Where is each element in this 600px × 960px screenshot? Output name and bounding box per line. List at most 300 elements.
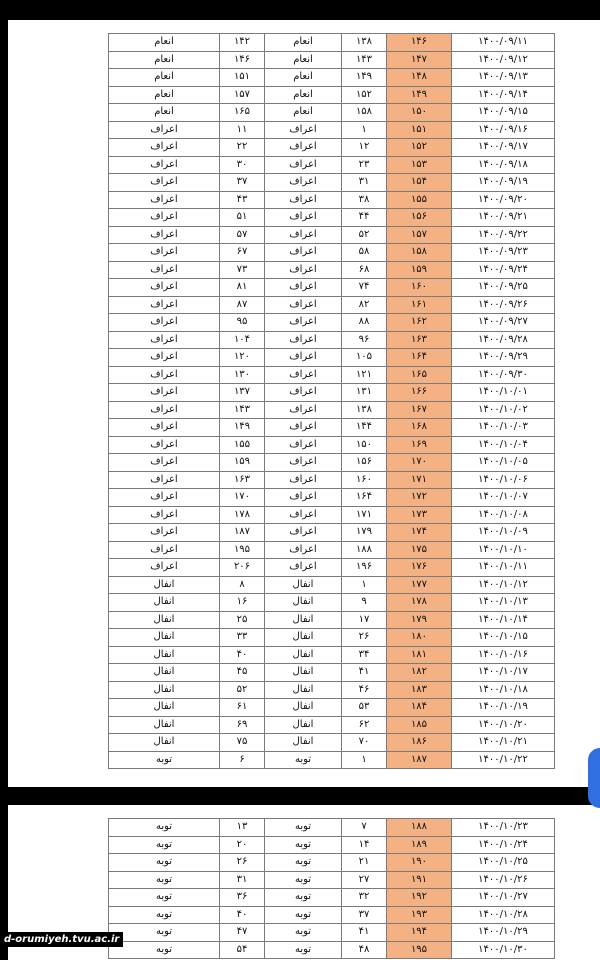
table-row [109,296,555,314]
page-cell: ۱۹۰ [387,854,452,872]
table-row [109,646,555,664]
ayah-start-cell: ۷۰ [342,734,387,752]
sura-start-cell: انفال [265,594,342,612]
date-cell: ۱۴۰۰/۰۹/۲۱ [452,209,555,227]
sura-end-cell: توبه [109,889,220,907]
page-cell: ۱۷۹ [387,611,452,629]
sura-start-cell: اعراف [265,244,342,262]
table-row [109,104,555,122]
sura-end-cell: انفال [109,734,220,752]
sura-start-cell: توبه [265,889,342,907]
sura-end-cell: اعراف [109,209,220,227]
ayah-end-cell: ۱۳ [220,819,265,837]
sura-end-cell: اعراف [109,541,220,559]
sura-end-cell: انعام [109,104,220,122]
page-cell: ۱۵۳ [387,156,452,174]
table-row [109,576,555,594]
date-cell: ۱۴۰۰/۱۰/۲۱ [452,734,555,752]
ayah-end-cell: ۱۶۵ [220,104,265,122]
ayah-start-cell: ۱۳۸ [342,401,387,419]
page-cell: ۱۶۲ [387,314,452,332]
table-row [109,489,555,507]
page-cell: ۱۶۰ [387,279,452,297]
table-row [109,331,555,349]
table-row [109,734,555,752]
date-cell: ۱۴۰۰/۰۹/۲۷ [452,314,555,332]
ayah-end-cell: ۶ [220,751,265,769]
ayah-start-cell: ۵۳ [342,699,387,717]
table-row [109,191,555,209]
sura-end-cell: انعام [109,51,220,69]
table-row [109,226,555,244]
sura-end-cell: اعراف [109,419,220,437]
ayah-start-cell: ۸۸ [342,314,387,332]
page-cell: ۱۷۶ [387,559,452,577]
ayah-end-cell: ۱۳۷ [220,384,265,402]
page-cell: ۱۷۸ [387,594,452,612]
sura-end-cell: اعراف [109,454,220,472]
ayah-end-cell: ۱۴۹ [220,419,265,437]
page-cell: ۱۵۸ [387,244,452,262]
table-row [109,349,555,367]
table-row [109,854,555,872]
table-row [109,559,555,577]
sura-end-cell: اعراف [109,296,220,314]
date-cell: ۱۴۰۰/۰۹/۱۵ [452,104,555,122]
ayah-end-cell: ۱۵۵ [220,436,265,454]
date-cell: ۱۴۰۰/۰۹/۲۳ [452,244,555,262]
ayah-start-cell: ۹ [342,594,387,612]
ayah-start-cell: ۷ [342,819,387,837]
ayah-start-cell: ۴۱ [342,924,387,942]
table-row [109,664,555,682]
sura-start-cell: انفال [265,734,342,752]
ayah-start-cell: ۱۷۹ [342,524,387,542]
sura-start-cell: انعام [265,34,342,52]
ayah-start-cell: ۴۴ [342,209,387,227]
date-cell: ۱۴۰۰/۱۰/۰۹ [452,524,555,542]
page-cell: ۱۶۶ [387,384,452,402]
table-row [109,209,555,227]
date-cell: ۱۴۰۰/۰۹/۲۹ [452,349,555,367]
sura-start-cell: اعراف [265,296,342,314]
sura-start-cell: توبه [265,906,342,924]
table-row [109,506,555,524]
ayah-start-cell: ۱۴۹ [342,69,387,87]
sura-end-cell: توبه [109,751,220,769]
date-cell: ۱۴۰۰/۱۰/۲۷ [452,889,555,907]
table-row [109,419,555,437]
ayah-end-cell: ۱۶ [220,594,265,612]
table-row [109,629,555,647]
ayah-end-cell: ۴۵ [220,664,265,682]
ayah-end-cell: ۱۵۱ [220,69,265,87]
ayah-end-cell: ۵۷ [220,226,265,244]
table-row [109,906,555,924]
date-cell: ۱۴۰۰/۰۹/۳۰ [452,366,555,384]
ayah-start-cell: ۴۸ [342,941,387,959]
sura-start-cell: اعراف [265,226,342,244]
page-cell: ۱۸۴ [387,699,452,717]
sura-start-cell: اعراف [265,366,342,384]
sura-end-cell: اعراف [109,489,220,507]
date-cell: ۱۴۰۰/۰۹/۱۲ [452,51,555,69]
ayah-start-cell: ۱ [342,121,387,139]
table-row [109,314,555,332]
ayah-end-cell: ۳۱ [220,871,265,889]
page-cell: ۱۴۹ [387,86,452,104]
table-row [109,611,555,629]
table-row [109,139,555,157]
sura-start-cell: انفال [265,681,342,699]
sura-start-cell: اعراف [265,506,342,524]
sura-start-cell: اعراف [265,541,342,559]
sura-end-cell: اعراف [109,156,220,174]
ayah-end-cell: ۳۶ [220,889,265,907]
ayah-end-cell: ۱۰۴ [220,331,265,349]
ayah-start-cell: ۳۴ [342,646,387,664]
page-cell: ۱۸۹ [387,836,452,854]
scroll-handle[interactable] [588,748,600,808]
ayah-start-cell: ۹۶ [342,331,387,349]
sura-end-cell: اعراف [109,226,220,244]
left-black-edge [0,20,8,960]
date-cell: ۱۴۰۰/۱۰/۰۵ [452,454,555,472]
date-cell: ۱۴۰۰/۱۰/۱۶ [452,646,555,664]
sura-end-cell: اعراف [109,244,220,262]
table-row [109,541,555,559]
sura-end-cell: توبه [109,854,220,872]
date-cell: ۱۴۰۰/۱۰/۱۲ [452,576,555,594]
page-cell: ۱۶۴ [387,349,452,367]
sura-end-cell: توبه [109,924,220,942]
ayah-start-cell: ۲۷ [342,871,387,889]
ayah-end-cell: ۱۷۰ [220,489,265,507]
table-row [109,819,555,837]
page-cell: ۱۷۴ [387,524,452,542]
page-cell: ۱۶۷ [387,401,452,419]
sura-start-cell: توبه [265,871,342,889]
page-cell: ۱۷۰ [387,454,452,472]
date-cell: ۱۴۰۰/۱۰/۰۸ [452,506,555,524]
page-cell: ۱۷۱ [387,471,452,489]
ayah-end-cell: ۲۵ [220,611,265,629]
sura-end-cell: انفال [109,611,220,629]
date-cell: ۱۴۰۰/۰۹/۲۵ [452,279,555,297]
date-cell: ۱۴۰۰/۱۰/۰۴ [452,436,555,454]
table-row [109,924,555,942]
date-cell: ۱۴۰۰/۱۰/۱۱ [452,559,555,577]
table-row [109,384,555,402]
date-cell: ۱۴۰۰/۰۹/۲۶ [452,296,555,314]
page-cell: ۱۸۵ [387,716,452,734]
sura-start-cell: انعام [265,86,342,104]
ayah-end-cell: ۸۱ [220,279,265,297]
table-row [109,174,555,192]
sura-end-cell: انعام [109,86,220,104]
sura-end-cell: توبه [109,836,220,854]
table-row [109,86,555,104]
ayah-end-cell: ۱۳۰ [220,366,265,384]
sura-start-cell: انفال [265,664,342,682]
sura-end-cell: اعراف [109,121,220,139]
date-cell: ۱۴۰۰/۱۰/۲۸ [452,906,555,924]
ayah-start-cell: ۱ [342,751,387,769]
sura-start-cell: اعراف [265,331,342,349]
ayah-start-cell: ۳۸ [342,191,387,209]
date-cell: ۱۴۰۰/۱۰/۱۷ [452,664,555,682]
ayah-start-cell: ۱۲۱ [342,366,387,384]
ayah-end-cell: ۸۷ [220,296,265,314]
table-row [109,471,555,489]
page-separator [8,787,592,805]
sura-end-cell: توبه [109,871,220,889]
ayah-start-cell: ۱۵۶ [342,454,387,472]
sura-end-cell: اعراف [109,524,220,542]
ayah-start-cell: ۱۲ [342,139,387,157]
sura-end-cell: اعراف [109,384,220,402]
date-cell: ۱۴۰۰/۱۰/۰۳ [452,419,555,437]
page-cell: ۱۵۲ [387,139,452,157]
sura-start-cell: انفال [265,699,342,717]
sura-end-cell: اعراف [109,401,220,419]
sura-start-cell: اعراف [265,174,342,192]
ayah-end-cell: ۲۲ [220,139,265,157]
ayah-end-cell: ۹۵ [220,314,265,332]
sura-end-cell: توبه [109,941,220,959]
sura-end-cell: انعام [109,34,220,52]
ayah-start-cell: ۱۴۳ [342,51,387,69]
sura-start-cell: اعراف [265,156,342,174]
table-row [109,244,555,262]
date-cell: ۱۴۰۰/۱۰/۱۰ [452,541,555,559]
date-cell: ۱۴۰۰/۱۰/۱۳ [452,594,555,612]
sura-end-cell: اعراف [109,436,220,454]
sura-end-cell: اعراف [109,314,220,332]
ayah-end-cell: ۱۴۳ [220,401,265,419]
ayah-start-cell: ۲۱ [342,854,387,872]
page-cell: ۱۶۵ [387,366,452,384]
sura-start-cell: اعراف [265,261,342,279]
sura-start-cell: اعراف [265,121,342,139]
page-cell: ۱۸۱ [387,646,452,664]
ayah-start-cell: ۲۳ [342,156,387,174]
ayah-start-cell: ۱۵۸ [342,104,387,122]
table-row [109,261,555,279]
ayah-start-cell: ۴۶ [342,681,387,699]
table-row [109,69,555,87]
date-cell: ۱۴۰۰/۱۰/۱۹ [452,699,555,717]
ayah-start-cell: ۱۶۰ [342,471,387,489]
page-cell: ۱۶۳ [387,331,452,349]
sura-start-cell: اعراف [265,209,342,227]
sura-end-cell: انعام [109,69,220,87]
page-cell: ۱۵۱ [387,121,452,139]
table-row [109,436,555,454]
sura-start-cell: اعراف [265,489,342,507]
page-cell: ۱۹۳ [387,906,452,924]
table-row [109,871,555,889]
ayah-end-cell: ۵۴ [220,941,265,959]
ayah-end-cell: ۳۷ [220,174,265,192]
ayah-start-cell: ۵۲ [342,226,387,244]
page-cell: ۱۸۳ [387,681,452,699]
ayah-start-cell: ۸۲ [342,296,387,314]
ayah-end-cell: ۱۸۷ [220,524,265,542]
table-row [109,524,555,542]
ayah-end-cell: ۴۳ [220,191,265,209]
date-cell: ۱۴۰۰/۰۹/۱۶ [452,121,555,139]
sura-end-cell: توبه [109,819,220,837]
sura-start-cell: اعراف [265,454,342,472]
table-row [109,681,555,699]
sura-end-cell: اعراف [109,349,220,367]
date-cell: ۱۴۰۰/۱۰/۱۸ [452,681,555,699]
date-cell: ۱۴۰۰/۰۹/۱۸ [452,156,555,174]
ayah-end-cell: ۶۷ [220,244,265,262]
sura-start-cell: اعراف [265,559,342,577]
ayah-start-cell: ۱۳۱ [342,384,387,402]
sura-start-cell: انفال [265,611,342,629]
date-cell: ۱۴۰۰/۱۰/۰۶ [452,471,555,489]
table-row [109,401,555,419]
ayah-end-cell: ۱۶۳ [220,471,265,489]
ayah-start-cell: ۶۲ [342,716,387,734]
ayah-start-cell: ۱۵۰ [342,436,387,454]
ayah-start-cell: ۱۵۲ [342,86,387,104]
table-row [109,716,555,734]
sura-start-cell: اعراف [265,471,342,489]
date-cell: ۱۴۰۰/۰۹/۲۰ [452,191,555,209]
page-cell: ۱۵۷ [387,226,452,244]
schedule-table-2 [108,818,555,959]
page-cell: ۱۹۱ [387,871,452,889]
ayah-start-cell: ۱۹۶ [342,559,387,577]
sura-end-cell: اعراف [109,331,220,349]
page-cell: ۱۵۶ [387,209,452,227]
ayah-end-cell: ۷۵ [220,734,265,752]
page-cell: ۱۶۹ [387,436,452,454]
date-cell: ۱۴۰۰/۱۰/۱۴ [452,611,555,629]
date-cell: ۱۴۰۰/۱۰/۲۵ [452,854,555,872]
sura-end-cell: انفال [109,594,220,612]
date-cell: ۱۴۰۰/۱۰/۲۳ [452,819,555,837]
date-cell: ۱۴۰۰/۱۰/۲۶ [452,871,555,889]
sura-start-cell: توبه [265,836,342,854]
sura-end-cell: انفال [109,716,220,734]
ayah-end-cell: ۴۰ [220,906,265,924]
ayah-end-cell: ۱۴۲ [220,34,265,52]
ayah-start-cell: ۱۳۸ [342,34,387,52]
ayah-start-cell: ۱۷۱ [342,506,387,524]
table-row [109,454,555,472]
sura-end-cell: اعراف [109,174,220,192]
table-row [109,889,555,907]
ayah-end-cell: ۴۰ [220,646,265,664]
sura-start-cell: اعراف [265,349,342,367]
sura-end-cell: توبه [109,906,220,924]
sura-start-cell: توبه [265,941,342,959]
sura-start-cell: اعراف [265,279,342,297]
date-cell: ۱۴۰۰/۰۹/۱۳ [452,69,555,87]
ayah-end-cell: ۱۷۸ [220,506,265,524]
sura-start-cell: انفال [265,716,342,734]
sura-start-cell: انعام [265,104,342,122]
ayah-end-cell: ۶۱ [220,699,265,717]
ayah-end-cell: ۱۹۵ [220,541,265,559]
schedule-table-1 [108,33,555,769]
page-cell: ۱۷۵ [387,541,452,559]
ayah-end-cell: ۱۲۰ [220,349,265,367]
sura-end-cell: اعراف [109,261,220,279]
page-cell: ۱۸۲ [387,664,452,682]
ayah-end-cell: ۱۴۶ [220,51,265,69]
sura-end-cell: اعراف [109,139,220,157]
table-row [109,34,555,52]
sura-end-cell: اعراف [109,191,220,209]
sura-start-cell: اعراف [265,139,342,157]
sura-start-cell: اعراف [265,314,342,332]
ayah-start-cell: ۱۰۵ [342,349,387,367]
ayah-start-cell: ۲۶ [342,629,387,647]
ayah-start-cell: ۳۱ [342,174,387,192]
page-cell: ۱۴۸ [387,69,452,87]
ayah-end-cell: ۲۶ [220,854,265,872]
date-cell: ۱۴۰۰/۰۹/۱۱ [452,34,555,52]
page-cell: ۱۸۶ [387,734,452,752]
date-cell: ۱۴۰۰/۱۰/۲۲ [452,751,555,769]
sura-start-cell: انعام [265,69,342,87]
page-cell: ۱۷۷ [387,576,452,594]
page-cell: ۱۷۳ [387,506,452,524]
page-cell: ۱۹۴ [387,924,452,942]
sura-end-cell: اعراف [109,559,220,577]
page-cell: ۱۹۲ [387,889,452,907]
sura-start-cell: اعراف [265,384,342,402]
ayah-end-cell: ۴۷ [220,924,265,942]
date-cell: ۱۴۰۰/۰۹/۱۹ [452,174,555,192]
date-cell: ۱۴۰۰/۰۹/۲۸ [452,331,555,349]
sura-start-cell: انفال [265,629,342,647]
date-cell: ۱۴۰۰/۰۹/۱۷ [452,139,555,157]
sura-start-cell: انفال [265,576,342,594]
page-cell: ۱۸۸ [387,819,452,837]
page-cell: ۱۴۷ [387,51,452,69]
date-cell: ۱۴۰۰/۱۰/۲۴ [452,836,555,854]
site-watermark: d-orumiyeh.tvu.ac.ir [0,932,123,947]
date-cell: ۱۴۰۰/۰۹/۲۴ [452,261,555,279]
table-row [109,51,555,69]
date-cell: ۱۴۰۰/۰۹/۲۲ [452,226,555,244]
sura-end-cell: اعراف [109,506,220,524]
table-row [109,941,555,959]
ayah-start-cell: ۱۴ [342,836,387,854]
sura-end-cell: اعراف [109,279,220,297]
date-cell: ۱۴۰۰/۱۰/۰۷ [452,489,555,507]
date-cell: ۱۴۰۰/۱۰/۲۰ [452,716,555,734]
ayah-start-cell: ۱ [342,576,387,594]
ayah-start-cell: ۱۸۸ [342,541,387,559]
page-cell: ۱۸۷ [387,751,452,769]
ayah-end-cell: ۵۱ [220,209,265,227]
date-cell: ۱۴۰۰/۱۰/۳۰ [452,941,555,959]
ayah-start-cell: ۱۴۴ [342,419,387,437]
page-cell: ۱۸۰ [387,629,452,647]
ayah-end-cell: ۱۵۷ [220,86,265,104]
sura-start-cell: اعراف [265,401,342,419]
ayah-end-cell: ۱۵۹ [220,454,265,472]
page-cell: ۱۴۶ [387,34,452,52]
